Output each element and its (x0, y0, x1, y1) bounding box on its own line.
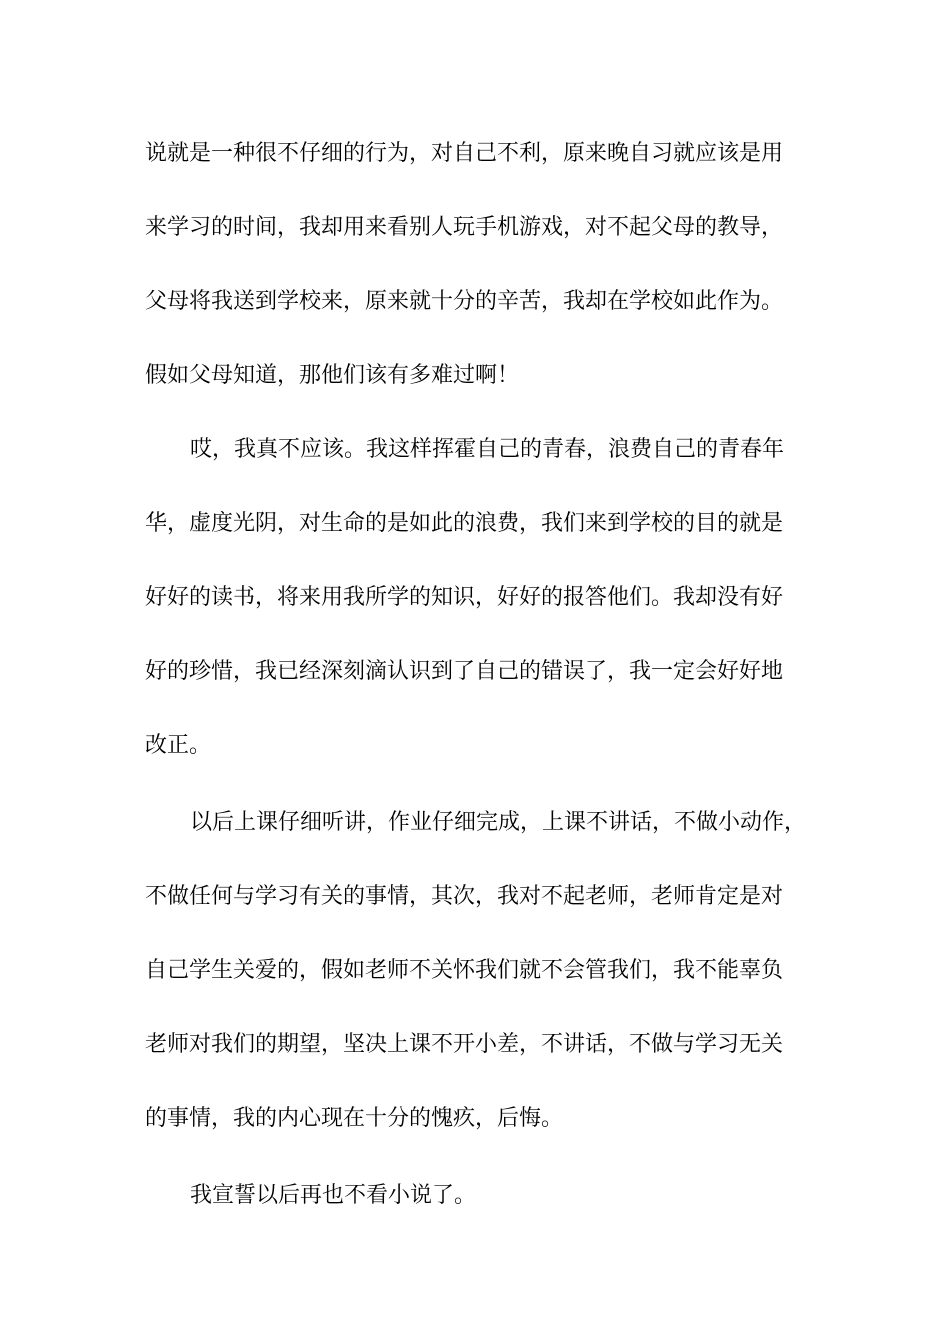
text-line: 父母将我送到学校来，原来就十分的辛苦，我却在学校如此作为。 (145, 289, 784, 314)
text-line: 的事情，我的内心现在十分的愧疚，后悔。 (145, 1106, 564, 1131)
text-line: 以后上课仔细听讲，作业仔细完成，上课不讲话，不做小动作， (190, 810, 807, 835)
text-line: 改正。 (145, 733, 212, 758)
text-line: 来学习的时间，我却用来看别人玩手机游戏，对不起父母的教导， (145, 215, 784, 240)
text-line: 好好的读书，将来用我所学的知识，好好的报答他们。我却没有好 (145, 585, 784, 610)
text-line: 说就是一种很不仔细的行为，对自己不利，原来晚自习就应该是用 (145, 141, 784, 166)
text-line: 哎，我真不应该。我这样挥霍自己的青春，浪费自己的青春年 (190, 437, 785, 462)
text-line: 我宣誓以后再也不看小说了。 (190, 1183, 477, 1208)
text-line: 自己学生关爱的，假如老师不关怀我们就不会管我们，我不能辜负 (145, 958, 784, 983)
text-line: 老师对我们的期望，坚决上课不开小差，不讲话，不做与学习无关 (145, 1032, 784, 1057)
text-line: 华，虚度光阴，对生命的是如此的浪费，我们来到学校的目的就是 (145, 511, 784, 536)
text-line: 不做任何与学习有关的事情，其次，我对不起老师，老师肯定是对 (145, 884, 784, 909)
text-line: 假如父母知道，那他们该有多难过啊！ (145, 363, 520, 388)
text-line: 好的珍惜，我已经深刻滴认识到了自己的错误了，我一定会好好地 (145, 659, 784, 684)
